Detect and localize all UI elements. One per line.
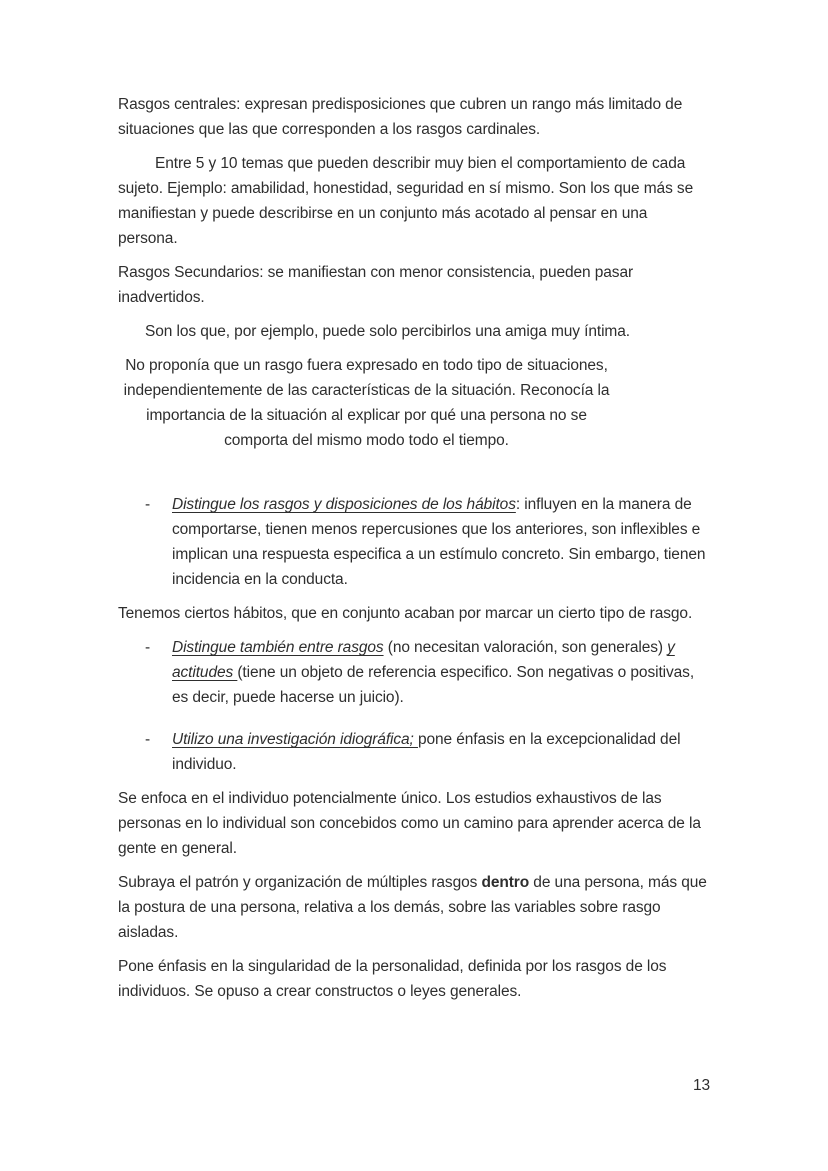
text-run: Se enfoca en el individuo potencialmente único. Los estudios exhaustivos de las personas en lo individual son concebidos como un camino para aprender acerca de la gente en general. — [118, 790, 701, 857]
paragraph — [118, 260, 710, 310]
text-run: Entre 5 y 10 temas que pueden describir muy bien el comportamiento de cada sujeto. Ejemplo: amabilidad, honestidad, seguridad en sí mismo. Son los que más se manifiestan y puede describirse en un conjunto más acotado al pensar en una persona. — [118, 155, 694, 247]
paragraph — [118, 151, 710, 251]
spacer — [118, 462, 710, 492]
document-body — [118, 92, 710, 1004]
bullet-dash: - — [145, 731, 151, 748]
text-run: pone énfasis en la excepcionalidad del individuo. — [172, 731, 681, 773]
bullet-dash: - — [145, 496, 151, 513]
text-run: No proponía que un rasgo fuera expresado en todo tipo de situaciones, independientemente de las características de la situación. Reconocía la importancia de la situación al explicar por qué una persona no se comporta del mismo modo todo el tiempo. — [123, 357, 610, 449]
text-run: (tiene un objeto de referencia especifico. Son negativas o positivas, es decir, puede hacerse un juicio). — [172, 664, 695, 706]
bullet-item — [118, 635, 710, 710]
text-run: Distingue también entre rasgos — [172, 639, 384, 656]
text-run: Utilizo una investigación idiográfica; — [172, 731, 418, 748]
paragraph — [118, 870, 710, 945]
spacer — [118, 719, 710, 727]
text-run: (no necesitan valoración, son generales) — [383, 639, 668, 656]
paragraph — [118, 786, 710, 861]
text-run: Tenemos ciertos hábitos, que en conjunto acaban por marcar un cierto tipo de rasgo. — [118, 605, 693, 622]
text-run: Distingue los rasgos y disposiciones de los hábitos — [172, 496, 516, 513]
text-run: Subraya el patrón y organización de múltiples rasgos — [118, 874, 482, 891]
text-run: Rasgos centrales: expresan predisposiciones que cubren un rango más limitado de situaciones que las que corresponden a los rasgos cardinales. — [118, 96, 683, 138]
bullet-text — [172, 731, 680, 773]
paragraph — [118, 92, 710, 142]
bullet-item — [118, 492, 710, 592]
text-run: : influyen en la manera de comportarse, tienen menos repercusiones que los anteriores, son inflexibles e implican una respuesta especifica a un estímulo concreto. Sin embargo, tienen incidencia en la conducta. — [172, 496, 706, 588]
text-run: de una persona, más que la postura de una persona, relativa a los demás, sobre las variables sobre rasgo aisladas. — [118, 874, 707, 941]
paragraph — [118, 954, 710, 1004]
text-run: Rasgos Secundarios: se manifiestan con menor consistencia, pueden pasar inadvertidos. — [118, 264, 634, 306]
text-run: Son los que, por ejemplo, puede solo percibirlos una amiga muy íntima. — [145, 323, 630, 340]
bullet-dash: - — [145, 639, 151, 656]
bullet-item — [118, 727, 710, 777]
paragraph — [118, 319, 710, 344]
text-run: dentro — [481, 874, 530, 891]
bullet-text — [172, 496, 705, 588]
paragraph — [118, 601, 710, 626]
text-run: Pone énfasis en la singularidad de la personalidad, definida por los rasgos de los individuos. Se opuso a crear constructos o leyes generales. — [118, 958, 667, 1000]
paragraph — [118, 353, 615, 453]
bullet-text — [172, 639, 694, 706]
page-number: 13 — [692, 1077, 710, 1094]
text-run: y actitudes — [172, 639, 675, 681]
